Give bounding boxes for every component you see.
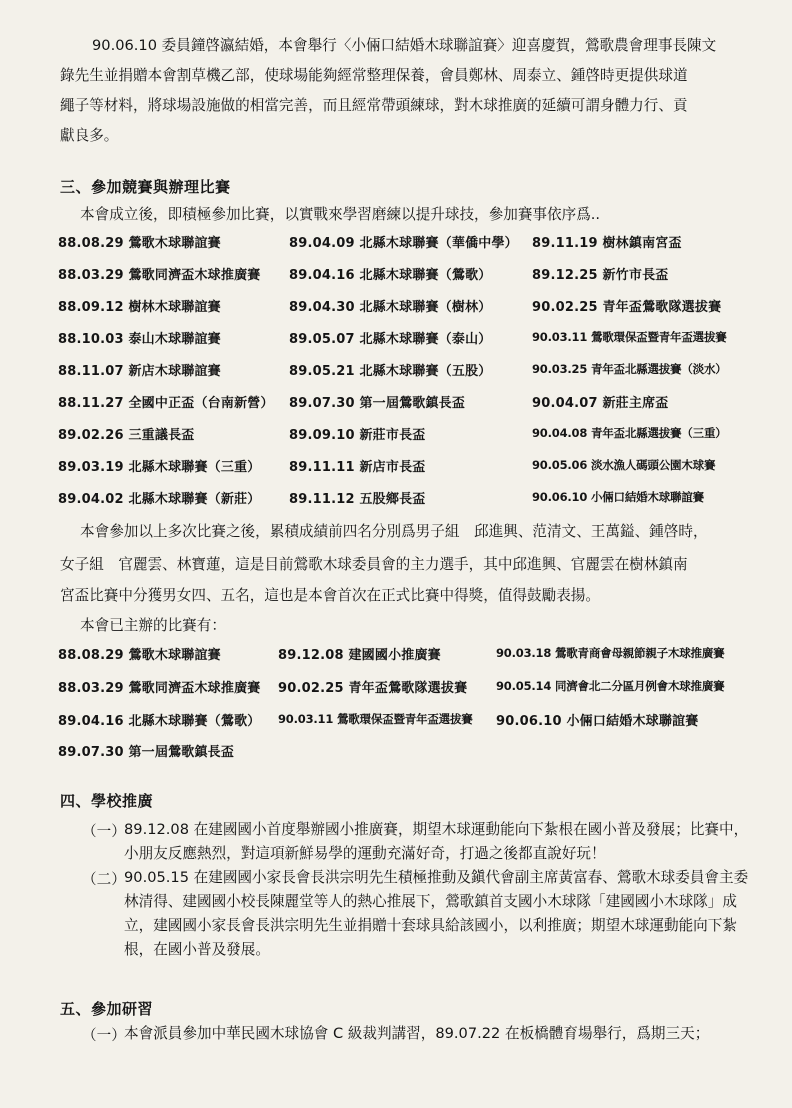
section-3-heading: 三、參加競賽與辦理比賽 xyxy=(60,178,231,196)
item-label: （一） xyxy=(82,1027,126,1044)
competition-item: 89.11.12 五股鄉長盃 xyxy=(289,492,426,507)
section-5-heading: 五、參加研習 xyxy=(60,1000,154,1018)
competition-item: 88.11.07 新店木球聯誼賽 xyxy=(58,364,221,379)
competition-item: 88.08.29 鶯歌木球聯誼賽 xyxy=(58,236,221,251)
intro-line: 獻良多。 xyxy=(60,127,119,144)
competition-item: 88.09.12 樹林木球聯誼賽 xyxy=(58,300,221,315)
competition-item: 89.05.07 北縣木球聯賽（泰山） xyxy=(289,332,492,347)
results-line: 女子組 官麗雲、林寶蓮，這是目前鶯歌木球委員會的主力選手，其中邱進興、官麗雲在樹林鎮南 xyxy=(60,556,688,573)
competition-item: 89.09.10 新莊市長盃 xyxy=(289,428,426,443)
hosted-item: 88.03.29 鶯歌同濟盃木球推廣賽 xyxy=(58,681,261,696)
hosted-item: 90.05.14 同濟會北二分區月例會木球推廣賽 xyxy=(496,679,725,693)
item-label: （一） xyxy=(82,823,126,840)
competition-item: 89.04.02 北縣木球聯賽（新莊） xyxy=(58,492,261,507)
competition-item: 89.07.30 第一屆鶯歌鎮長盃 xyxy=(289,396,466,411)
competition-item: 90.02.25 青年盃鶯歌隊選拔賽 xyxy=(532,300,722,315)
competition-item: 89.04.16 北縣木球聯賽（鶯歌） xyxy=(289,268,492,283)
item-label: （二） xyxy=(82,871,126,888)
hosted-item: 90.03.11 鶯歌環保盃暨青年盃選拔賽 xyxy=(278,712,473,726)
competition-item: 89.05.21 北縣木球聯賽（五股） xyxy=(289,364,492,379)
school-item-text: 90.05.15 在建國國小家長會長洪宗明先生積極推動及鎭代會副主席黃富春、鶯歌木球委員會主委林清得、建國國小校長陳麗堂等人的熱心推展下，鶯歌鎮首支國小木球隊「建國國小木球隊」成立，建國國小家長會長洪宗明先生並捐贈十套球具給該國小，以利推廣；期望木球運動能向下紮根，在國小普及發展。 xyxy=(124,869,749,958)
hosted-item: 90.06.10 小倆口結婚木球聯誼賽 xyxy=(496,714,699,729)
competition-item: 90.03.25 青年盃北縣選拔賽（淡水） xyxy=(532,362,727,376)
competition-item: 89.04.30 北縣木球聯賽（樹林） xyxy=(289,300,492,315)
hosted-item: 89.12.08 建國國小推廣賽 xyxy=(278,648,441,663)
competition-item: 89.04.09 北縣木球聯賽（華僑中學） xyxy=(289,236,518,251)
section-3-intro: 本會成立後，即積極參加比賽，以實戰來學習磨練以提升球技，參加賽事依序爲.. xyxy=(80,206,601,223)
competition-item: 88.03.29 鶯歌同濟盃木球推廣賽 xyxy=(58,268,261,283)
hosted-intro: 本會已主辦的比賽有： xyxy=(80,617,226,634)
results-line: 宮盃比賽中分獲男女四、五名，這也是本會首次在正式比賽中得獎，值得鼓勵表揚。 xyxy=(60,587,600,604)
competition-item: 90.03.11 鶯歌環保盃暨青年盃選拔賽 xyxy=(532,330,727,344)
competition-item: 89.12.25 新竹市長盃 xyxy=(532,268,669,283)
competition-item: 88.11.27 全國中正盃（台南新營） xyxy=(58,396,274,411)
school-item-text: 89.12.08 在建國國小首度舉辦國小推廣賽，期望木球運動能向下紮根在國小普及發展；比賽中，小朋友反應熱烈，對這項新鮮易學的運動充滿好奇，打過之後都直說好玩！ xyxy=(124,821,749,862)
results-line: 本會參加以上多次比賽之後，累積成績前四名分別爲男子組 邱進興、范清文、王萬鎰、鍾啓時， xyxy=(80,523,708,540)
intro-line: 繩子等材料，將球場設施做的相當完善，而且經常帶頭練球，對木球推廣的延續可謂身體力行、貢 xyxy=(60,97,688,114)
competition-item: 89.11.19 樹林鎮南宮盃 xyxy=(532,236,682,251)
hosted-item: 90.02.25 青年盃鶯歌隊選拔賽 xyxy=(278,681,468,696)
competition-item: 88.10.03 泰山木球聯誼賽 xyxy=(58,332,221,347)
hosted-item: 89.04.16 北縣木球聯賽（鶯歌） xyxy=(58,714,261,729)
training-item-text: 本會派員參加中華民國木球協會 C 級裁判講習，89.07.22 在板橋體育場舉行，爲期三天； xyxy=(124,1025,710,1042)
competition-item: 90.04.08 青年盃北縣選拔賽（三重） xyxy=(532,426,727,440)
hosted-item: 90.03.18 鶯歌青商會母親節親子木球推廣賽 xyxy=(496,646,725,660)
competition-item: 90.06.10 小倆口結婚木球聯誼賽 xyxy=(532,490,704,504)
intro-line: 錄先生並捐贈本會割草機乙部，使球場能夠經常整理保養，會員鄭林、周泰立、鍾啓時更提供球道 xyxy=(60,67,688,84)
competition-item: 89.03.19 北縣木球聯賽（三重） xyxy=(58,460,261,475)
section-4-heading: 四、學校推廣 xyxy=(60,792,154,810)
intro-line: 90.06.10 委員鐘啓瀛結婚，本會舉行〈小倆口結婚木球聯誼賽〉迎喜慶賀，鶯歌農會理事長陳文 xyxy=(92,37,717,54)
hosted-item: 88.08.29 鶯歌木球聯誼賽 xyxy=(58,648,221,663)
competition-item: 90.05.06 淡水漁人碼頭公園木球賽 xyxy=(532,458,716,472)
hosted-item: 89.07.30 第一屆鶯歌鎮長盃 xyxy=(58,745,235,760)
competition-item: 89.02.26 三重議長盃 xyxy=(58,428,195,443)
competition-item: 89.11.11 新店市長盃 xyxy=(289,460,426,475)
competition-item: 90.04.07 新莊主席盃 xyxy=(532,396,669,411)
